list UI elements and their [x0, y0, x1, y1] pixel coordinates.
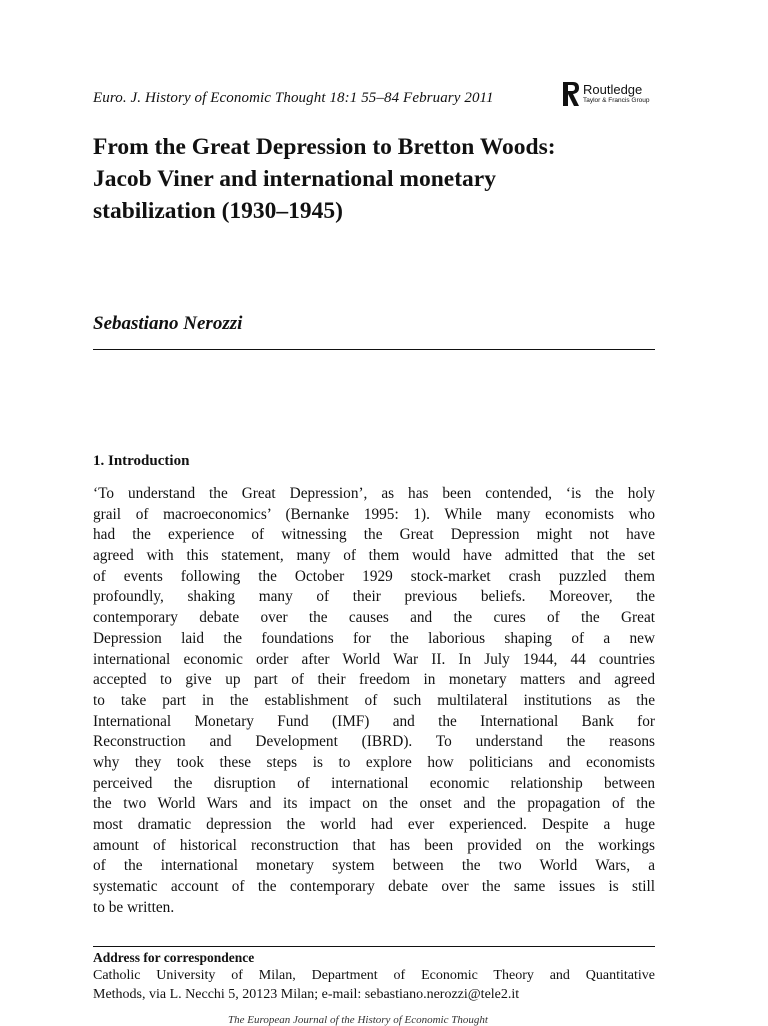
title-line: From the Great Depression to Bretton Woods: [93, 134, 556, 160]
text-line: most dramatic depression the world had ever experienced. Despite a huge [93, 816, 655, 833]
footer-journal-name: The European Journal of the History of Economic Thought [228, 1014, 488, 1026]
address-line: Catholic University of Milan, Department of Economic Theory and Quantitative [93, 968, 655, 983]
introduction-paragraph [93, 484, 655, 918]
text-line: profoundly, shaking many of their previous beliefs. Moreover, the [93, 588, 655, 606]
publisher-group: Taylor & Francis Group [583, 97, 650, 105]
divider [93, 349, 655, 350]
routledge-r-icon [562, 80, 580, 108]
journal-citation: Euro. J. History of Economic Thought 18:1 55–84 February 2011 [93, 90, 494, 106]
text-line: the two World Wars and its impact on the onset and the propagation of the [93, 795, 655, 813]
text-line: of the international monetary system between the two World Wars, a [93, 857, 655, 875]
author-name: Sebastiano Nerozzi [93, 313, 243, 334]
footnote-divider [93, 946, 655, 947]
section-heading: 1. Introduction [93, 453, 190, 469]
address-line: Methods, via L. Necchi 5, 20123 Milan; e-mail: sebastiano.nerozzi@tele2.it [93, 987, 520, 1002]
text-line: ‘To understand the Great Depression’, as has been contended, ‘is the holy [93, 485, 655, 502]
correspondence-address [93, 966, 655, 1004]
title-line: Jacob Viner and international monetary [93, 166, 496, 192]
text-line: accepted to give up part of their freedom in monetary matters and agreed [93, 671, 655, 689]
text-line: of events following the October 1929 stock-market crash puzzled them [93, 567, 655, 585]
text-line: had the experience of witnessing the Great Depression might not have [93, 526, 655, 544]
publisher-logo [562, 80, 658, 108]
text-line: to take part in the establishment of such multilateral institutions as the [93, 691, 655, 709]
text-line: international economic order after World War II. In July 1944, 44 countries [93, 650, 655, 668]
text-line: grail of macroeconomics’ (Bernanke 1995: 1). While many economists who [93, 505, 655, 523]
text-line: why they took these steps is to explore how politicians and economists [93, 753, 655, 771]
text-line: systematic account of the contemporary debate over the same issues is still [93, 878, 655, 896]
article-title [93, 131, 673, 227]
publisher-name: Routledge [583, 82, 643, 98]
text-line: Reconstruction and Development (IBRD). To understand the reasons [93, 733, 655, 751]
title-line: stabilization (1930–1945) [93, 198, 344, 224]
text-line: Depression laid the foundations for the laborious shaping of a new [93, 629, 655, 647]
text-line: amount of historical reconstruction that has been provided on the workings [93, 836, 655, 854]
text-line: agreed with this statement, many of them would have admitted that the set [93, 547, 655, 565]
text-line: International Monetary Fund (IMF) and the International Bank for [93, 712, 655, 730]
text-line: perceived the disruption of international economic relationship between [93, 774, 655, 792]
text-line: contemporary debate over the causes and the cures of the Great [93, 609, 655, 627]
correspondence-heading: Address for correspondence [93, 950, 255, 965]
text-line: to be written. [93, 898, 175, 916]
